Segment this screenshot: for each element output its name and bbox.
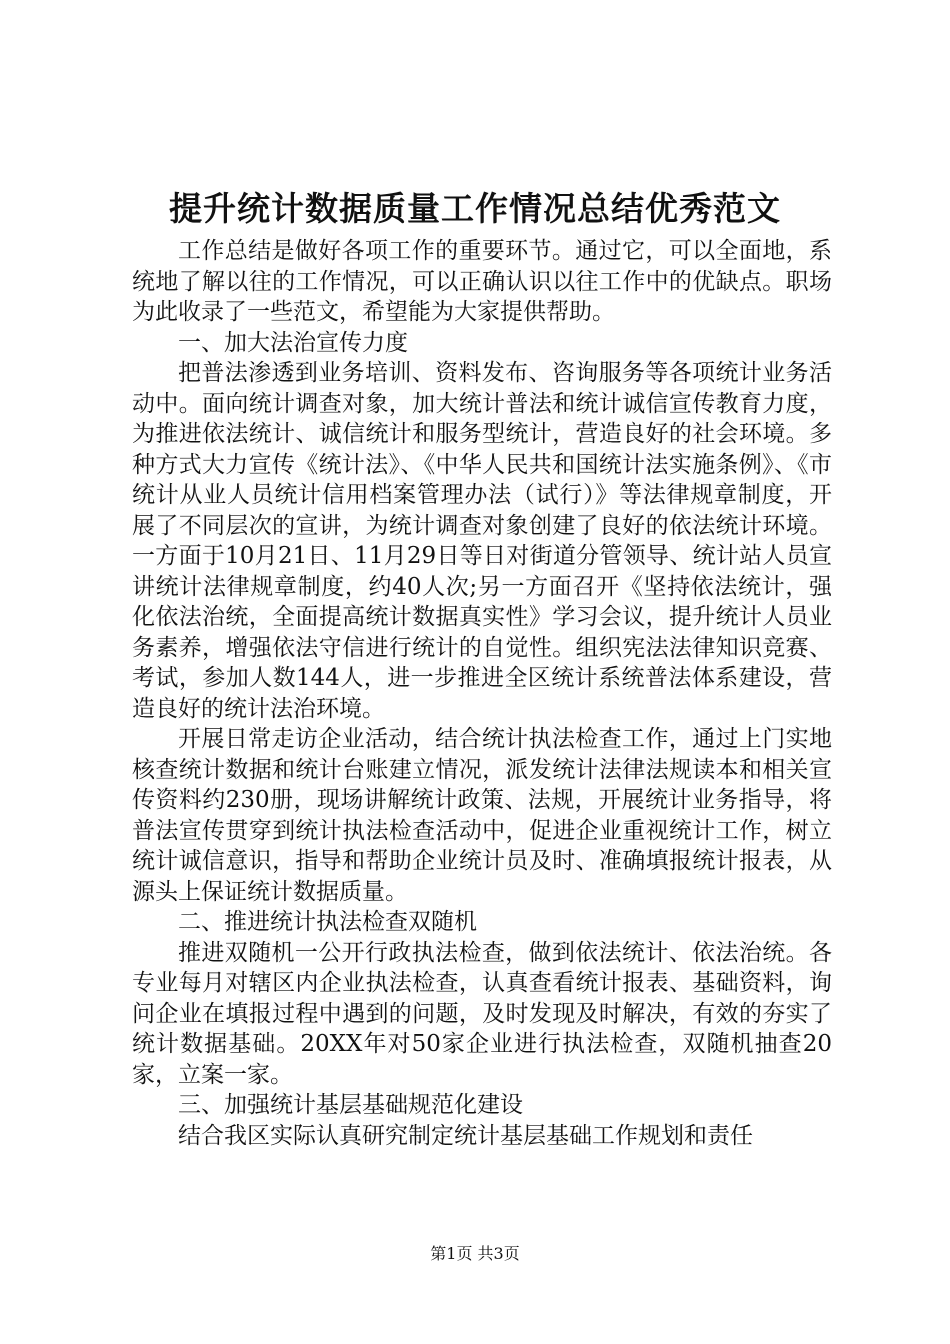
section-heading-3: 三、加强统计基层基础规范化建设 — [178, 1092, 523, 1118]
section-heading-2: 二、推进统计执法检查双随机 — [178, 909, 477, 935]
body-paragraph: 把普法渗透到业务培训、资料发布、咨询服务等各项统计业务活动中。面向统计调查对象，加大统计普法和统计诚信宣传教育力度，为推进依法统计、诚信统计和服务型统计，营造良好的社会环境。多种方式大力宣传《统计法》、《中华人民共和国统计法实施条例》、《市统计从业人员统计信用档案管理办法（试行）》等法律规章制度，开展了不同层次的宣讲，为统计调查对象创建了良好的依法统计环境。一方面于10月21日、11月29日等日对街道分管领导、统计站人员宣讲统计法律规章制度，约40人次;另一方面召开《坚持依法统计，强化依法治统，全面提高统计数据真实性》学习会议，提升统计人员业务素养，增强依法守信进行统计的自觉性。组织宪法法律知识竞赛、考试，参加人数144人，进一步推进全区统计系统普法体系建设，营造良好的统计法治环境。 — [132, 360, 832, 722]
page-footer: 第1页 共3页 — [430, 1244, 520, 1263]
body-paragraph: 推进双随机一公开行政执法检查，做到依法统计、依法治统。各专业每月对辖区内企业执法检查，认真查看统计报表、基础资料，询问企业在填报过程中遇到的问题，及时发现及时解决，有效的夯实了统计数据基础。20XX年对50家企业进行执法检查，双随机抽查20家，立案一家。 — [132, 939, 832, 1088]
section-heading-1: 一、加大法治宣传力度 — [178, 329, 408, 356]
body-paragraph: 结合我区实际认真研究制定统计基层基础工作规划和责任 — [178, 1122, 753, 1149]
document-title: 提升统计数据质量工作情况总结优秀范文 — [169, 189, 781, 228]
body-paragraph: 开展日常走访企业活动，结合统计执法检查工作，通过上门实地核查统计数据和统计台账建立情况，派发统计法律法规读本和相关宣传资料约230册，现场讲解统计政策、法规，开展统计业务指导，将普法宣传贯穿到统计执法检查活动中，促进企业重视统计工作，树立统计诚信意识，指导和帮助企业统计员及时、准确填报统计报表，从源头上保证统计数据质量。 — [132, 726, 832, 905]
intro-paragraph: 工作总结是做好各项工作的重要环节。通过它，可以全面地，系统地了解以往的工作情况，可以正确认识以往工作中的优缺点。职场为此收录了一些范文，希望能为大家提供帮助。 — [132, 238, 832, 325]
document-body — [132, 236, 832, 1151]
